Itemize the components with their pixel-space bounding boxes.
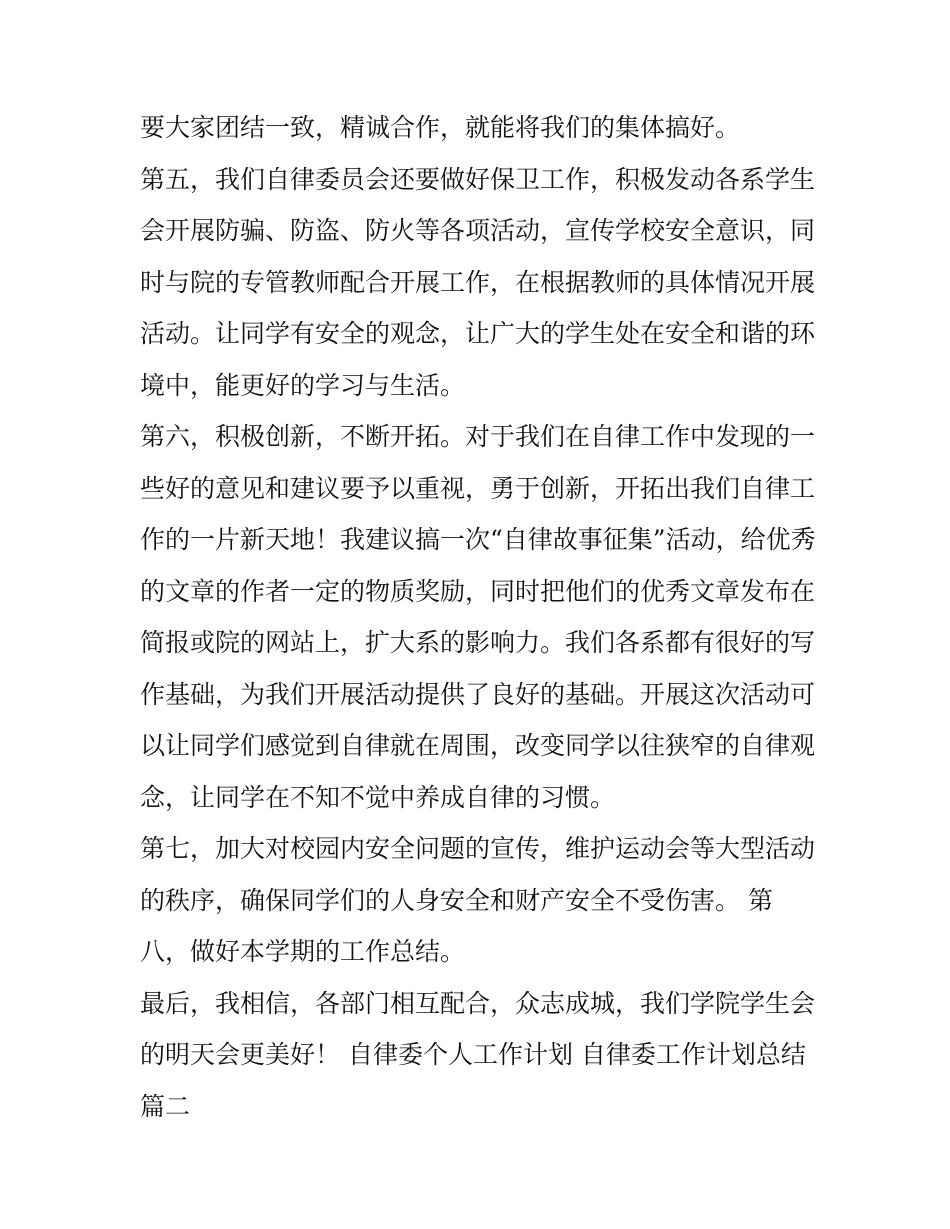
- text-line: 的明天会更美好！ 自律委个人工作计划 自律委工作计划总结: [140, 1040, 806, 1069]
- text-line: 第六，积极创新，不断开拓。对于我们在自律工作中发现的一: [140, 422, 816, 451]
- text-line: 境中，能更好的学习与生活。: [140, 370, 466, 400]
- text-line: 最后，我相信，各部门相互配合，众志成城，我们学院学生会: [140, 988, 816, 1018]
- text-line: 要大家团结一致，精诚合作，就能将我们的集体搞好。: [140, 113, 741, 142]
- text-line: 些好的意见和建议要予以重视，勇于创新，开拓出我们自律工: [140, 473, 816, 503]
- text-line: 会开展防骗、防盗、防火等各项活动，宣传学校安全意识，同: [140, 216, 816, 245]
- text-line: 的秩序，确保同学们的人身安全和财产安全不受伤害。 第: [140, 885, 773, 915]
- text-line: 简报或院的网站上，扩大系的影响力。我们各系都有很好的写: [140, 628, 816, 657]
- text-line: 时与院的专管教师配合开展工作，在根据教师的具体情况开展: [140, 267, 816, 297]
- text-line: 第七，加大对校园内安全问题的宣传，维护运动会等大型活动: [140, 834, 816, 863]
- text-line: 作基础，为我们开展活动提供了良好的基础。开展这次活动可: [140, 679, 816, 709]
- document-body: [140, 102, 820, 1132]
- text-line: 以让同学们感觉到自律就在周围，改变同学以往狭窄的自律观: [140, 731, 816, 760]
- text-line: 八，做好本学期的工作总结。: [140, 937, 466, 966]
- text-line: 篇二: [140, 1091, 191, 1121]
- text-line: 第五，我们自律委员会还要做好保卫工作，积极发动各系学生: [140, 164, 816, 194]
- text-line: 念，让同学在不知不觉中养成自律的习惯。: [140, 782, 616, 812]
- text-line: 活动。让同学有安全的观念，让广大的学生处在安全和谐的环: [140, 319, 816, 348]
- text-line: 的文章的作者一定的物质奖励，同时把他们的优秀文章发布在: [140, 576, 816, 606]
- text-line: 作的一片新天地！我建议搞一次“自律故事征集”活动，给优秀: [140, 525, 816, 554]
